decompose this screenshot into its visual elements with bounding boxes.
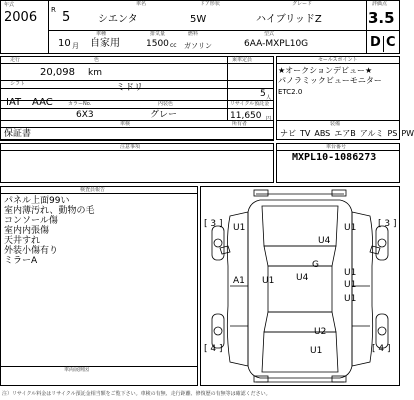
exterior-grade: C <box>386 35 396 50</box>
chassis-number: MXPL10-1086273 <box>292 152 377 163</box>
damage-mark: U4 <box>296 273 309 283</box>
mileage-value: 20,098 <box>40 67 75 78</box>
cc-label: 排気量 <box>150 31 166 37</box>
note-item: パネル上面99い <box>4 196 70 206</box>
interior-color-value: グレー <box>150 110 178 120</box>
color-value: ミドリ <box>116 83 144 93</box>
inspector-notes-list <box>4 196 194 266</box>
equipment-item: PW <box>401 129 414 138</box>
equipment-item: PS <box>387 129 398 138</box>
selling-points-label: セールスポイント <box>318 57 358 63</box>
recycle-unit: 円 <box>266 116 272 122</box>
doors-value: 5W <box>190 14 207 25</box>
diagram-title: 車両展開図 <box>64 367 90 373</box>
model-value: 6AA-MXPL10G <box>244 39 309 49</box>
color-code-value: 6X3 <box>76 110 94 120</box>
note-item: 室内薄汚れ、動物の毛 <box>4 206 95 216</box>
interior-grade: D <box>370 35 381 50</box>
footer-note: 注）リサイクル料金はリサイクル預託金相当額をご覧下さい。車検の有無、走行距離、修復歴の有無等は確認ください。 <box>2 391 271 397</box>
note-item: 室内内張傷 <box>4 226 50 236</box>
interior-color-label: 内装色 <box>158 101 174 107</box>
selling-point-2: パノラミックビューモニター <box>278 76 382 85</box>
capacity-value: 5 <box>260 89 266 99</box>
recycle-label: リサイクル預託金 <box>230 101 270 107</box>
score-value: 3.5 <box>368 9 395 27</box>
chassis-label: 車台番号 <box>326 144 347 150</box>
inspector-notes-label: 検査員報告 <box>80 187 106 193</box>
usage-value: 自家用 <box>90 38 120 49</box>
damage-mark: A1 <box>233 276 245 286</box>
grade-label: グレード <box>292 1 313 7</box>
era-year: 5 <box>62 10 71 25</box>
model-label: 型式 <box>264 31 275 37</box>
mileage-unit: km <box>88 68 102 78</box>
equipment-label: 装備 <box>330 121 341 127</box>
damage-mark: U2 <box>314 327 327 337</box>
color-label: 色 <box>94 57 100 63</box>
doors-label: ドア形状 <box>200 1 220 7</box>
mileage-label: 走行 <box>10 57 21 63</box>
equipment-item: エアB <box>334 129 356 138</box>
corner-rear-left: [ 4 ] <box>204 344 223 354</box>
remarks-label: 注意事項 <box>120 144 141 150</box>
month-value: 10 <box>58 38 71 49</box>
recycle-value: 11,650 <box>230 111 262 121</box>
damage-mark: U4 <box>318 236 331 246</box>
damage-mark: U1 <box>233 223 246 233</box>
era-label: R <box>51 6 56 14</box>
damage-mark: U1 <box>344 294 357 304</box>
shift-label: シフト <box>10 81 26 87</box>
capacity-unit: 人 <box>266 95 272 101</box>
capacity-label: 乗車定員 <box>232 57 253 63</box>
damage-mark: G <box>312 260 319 270</box>
month-unit: 月 <box>72 42 79 50</box>
owner-label: 所有者 <box>232 121 248 127</box>
equipment-item: TV <box>300 129 311 138</box>
warranty-value: 保証書 <box>4 129 32 139</box>
car-name-label: 車名 <box>136 1 147 7</box>
selling-point-3: ETC2.0 <box>278 88 303 96</box>
corner-front-right: [ 3 ] <box>378 219 397 229</box>
color-code-label: カラーNo. <box>68 101 92 107</box>
corner-rear-right: [ 4 ] <box>372 344 391 354</box>
equipment-item: ナビ <box>280 129 296 138</box>
car-name: シエンタ <box>98 14 138 25</box>
grade-value: ハイブリッドZ <box>256 14 322 25</box>
selling-point-1: ★オークションデビュー★ <box>278 66 373 75</box>
equipment-row <box>280 128 414 139</box>
damage-mark: U1 <box>344 280 357 290</box>
note-item: 外装小傷有り <box>4 246 59 256</box>
ac-value: AAC <box>32 97 53 108</box>
note-item: コンソール傷 <box>4 216 58 226</box>
equipment-item: ABS <box>314 129 331 138</box>
cc-unit: cc <box>170 42 177 49</box>
year-label: 年式 <box>4 2 15 8</box>
inspection-label: 車検 <box>120 121 131 127</box>
note-item: 天井すれ <box>4 236 41 246</box>
shift-value: IAT <box>6 97 22 108</box>
car-diagram <box>200 186 400 386</box>
year-value: 2006 <box>4 10 38 25</box>
damage-mark: U1 <box>344 223 357 233</box>
fuel-value: ガソリン <box>184 42 212 50</box>
corner-front-left: [ 3 ] <box>204 219 223 229</box>
usage-label: 車種 <box>96 31 107 37</box>
note-item: ミラーA <box>4 256 38 266</box>
damage-mark: U1 <box>310 346 323 356</box>
damage-mark: U1 <box>344 268 357 278</box>
damage-mark: U1 <box>262 276 275 286</box>
fuel-label: 燃料 <box>188 31 199 37</box>
equipment-item: アルミ <box>359 129 384 138</box>
score-label: 評価点 <box>372 1 388 7</box>
cc-value: 1500 <box>146 39 169 49</box>
